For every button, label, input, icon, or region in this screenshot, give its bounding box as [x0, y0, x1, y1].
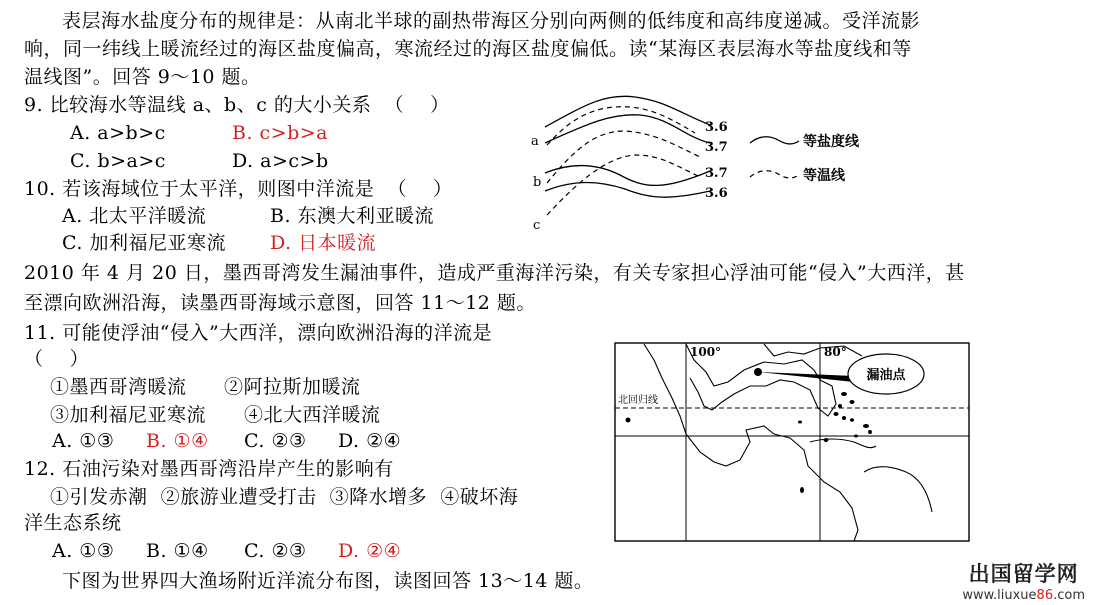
label-c: c: [533, 218, 541, 233]
q10-option-b: B. 东澳大利亚暖流: [270, 205, 435, 227]
isotherm-b: [547, 131, 700, 183]
q12-options-line-2: 洋生态系统: [24, 512, 122, 534]
island: [798, 421, 802, 424]
q11-item-3: ③加利福尼亚寒流: [50, 404, 207, 426]
island: [863, 424, 869, 428]
q11-option-a: A. ①③: [52, 430, 115, 452]
isoline-figure: [525, 85, 885, 235]
q11-option-d: D. ②④: [338, 430, 402, 452]
q12-stem: 12. 石油污染对墨西哥湾沿岸产生的影响有: [24, 458, 394, 480]
tropic-label: 北回归线: [618, 395, 658, 406]
passage2-line-1: 2010 年 4 月 20 日，墨西哥湾发生漏油事件，造成严重海洋污染，有关专家担心浮油可能“侵入”大西洋，甚: [24, 262, 965, 284]
q10-option-c: C. 加利福尼亚寒流: [62, 232, 226, 254]
island: [868, 430, 872, 434]
value-3-6-top: 3.6: [705, 120, 728, 135]
legend-isotherm: 等温线: [803, 168, 845, 184]
q11-item-1: ①墨西哥湾暖流: [50, 376, 187, 398]
island: [834, 412, 839, 416]
gulf-map-figure: [614, 342, 970, 542]
legend-solid-sample: [750, 137, 799, 144]
legend-isohaline: 等盐度线: [803, 134, 859, 150]
intro-line-3: 温线图”。回答 9～10 题。: [24, 66, 261, 88]
q10-stem: 10. 若该海域位于太平洋，则图中洋流是 （ ）: [24, 178, 453, 200]
q12-option-b: B. ①④: [146, 540, 209, 562]
closing-line: 下图为世界四大渔场附近洋流分布图，读图回答 13～14 题。: [62, 570, 594, 592]
lon-80-label: 80°: [824, 345, 847, 359]
q12-option-d: D. ②④: [338, 540, 402, 562]
island: [800, 487, 804, 493]
q9-option-c: C. b>a>c: [70, 150, 166, 172]
value-3-6-bottom: 3.6: [705, 186, 728, 201]
isohaline-line-bot-1: [545, 166, 710, 186]
spill-label: 漏油点: [866, 368, 906, 383]
isohaline-line-top-2: [545, 115, 710, 143]
q11-item-4: ④北大西洋暖流: [244, 404, 381, 426]
q11-item-2: ②阿拉斯加暖流: [224, 376, 361, 398]
legend-dashed-sample: [750, 171, 799, 178]
island: [842, 416, 846, 420]
q10-option-d: D. 日本暖流: [270, 232, 377, 254]
q12-option-c: C. ②③: [244, 540, 307, 562]
value-3-7-bottom: 3.7: [705, 166, 728, 181]
island: [824, 438, 829, 442]
isohaline-line-top-1: [545, 96, 710, 127]
isotherm-c: [547, 155, 700, 215]
lon-100-label: 100°: [690, 345, 722, 359]
island: [854, 435, 858, 438]
q12-options-line-1: ①引发赤潮 ②旅游业遭受打击 ③降水增多 ④破坏海: [50, 486, 519, 508]
q11-option-b: B. ①④: [146, 430, 209, 452]
label-b: b: [533, 175, 542, 190]
q9-option-a: A. a>b>c: [70, 122, 166, 144]
island: [850, 400, 855, 404]
q9-stem: 9. 比较海水等温线 a、b、c 的大小关系 （ ）: [24, 94, 450, 116]
q11-option-c: C. ②③: [244, 430, 307, 452]
island: [626, 418, 631, 423]
q10-option-a: A. 北太平洋暖流: [62, 205, 207, 227]
passage2-line-2: 至漂向欧洲沿海，读墨西哥海域示意图，回答 11～12 题。: [24, 292, 536, 314]
value-3-7-top: 3.7: [705, 140, 728, 155]
watermark-cn: 出国留学网: [968, 562, 1079, 586]
island: [838, 404, 842, 408]
watermark-logo: [962, 558, 1085, 603]
watermark-url: www.liuxue86.com: [962, 588, 1085, 603]
island: [841, 392, 847, 396]
label-a: a: [531, 134, 539, 149]
q12-option-a: A. ①③: [52, 540, 115, 562]
island: [850, 418, 854, 422]
q11-stem: 11. 可能使浮油“侵入”大西洋，漂向欧洲沿海的洋流是: [24, 322, 493, 344]
q9-option-d: D. a>c>b: [232, 150, 329, 172]
intro-line-1: 表层海水盐度分布的规律是：从南北半球的副热带海区分别向两侧的低纬度和高纬度递减。受洋流影: [62, 10, 921, 32]
intro-line-2: 响，同一纬线上暖流经过的海区盐度偏高，寒流经过的海区盐度偏低。读“某海区表层海水等盐度线和等: [24, 38, 912, 60]
isohaline-line-bot-2: [545, 183, 710, 198]
q11-paren: （ ）: [24, 348, 90, 370]
q9-option-b: B. c>b>a: [232, 122, 329, 144]
